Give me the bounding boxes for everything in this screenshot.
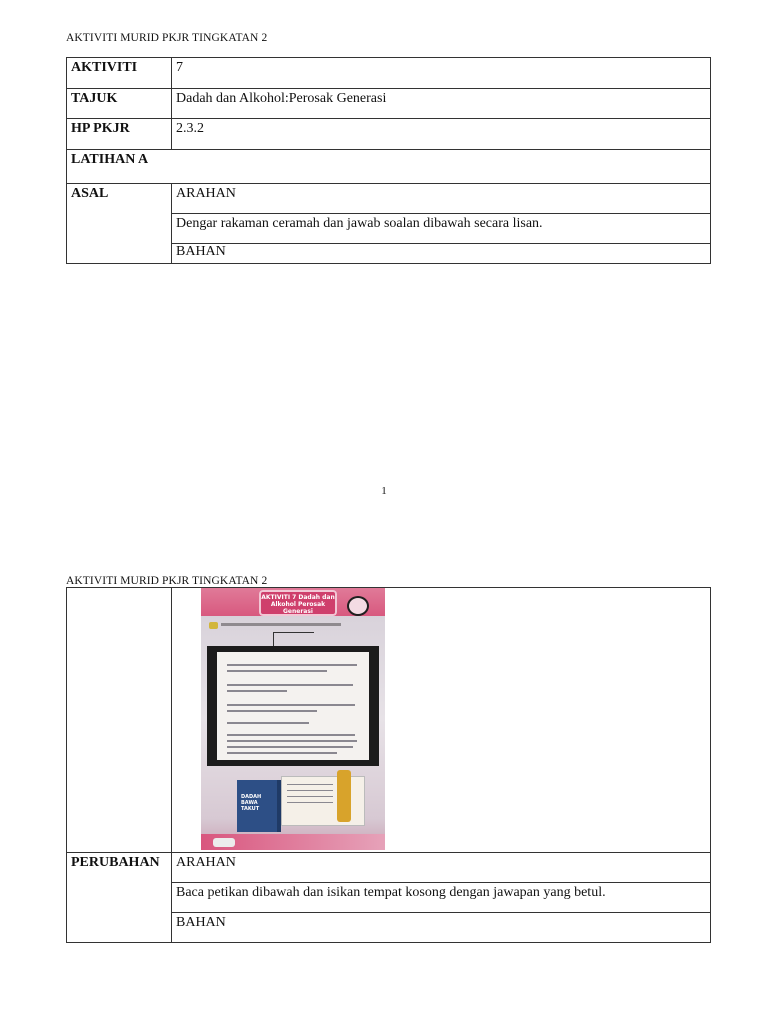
question-line [227,746,353,748]
asal-instruction: Dengar rakaman ceramah dan jawab soalan dibawah secara lisan. [172,214,711,244]
bottle-illustration [337,770,351,822]
page-header: AKTIVITI MURID PKJR TINGKATAN 2 [66,32,268,44]
question-line [227,704,355,706]
photo-cell [172,588,711,853]
photo-page-tab [213,838,235,847]
question-line [227,752,337,754]
note-line [287,802,333,803]
question-line [227,734,355,736]
asal-label: ASAL [67,184,172,264]
tajuk-label: TAJUK [67,89,172,119]
note-line [287,784,333,785]
perubahan-instruction: Baca petikan dibawah dan isikan tempat kosong dengan jawapan yang betul. [172,883,711,913]
page-header: AKTIVITI MURID PKJR TINGKATAN 2 [66,575,268,587]
question-line [227,740,357,742]
empty-label-cell [67,588,172,853]
activity-table-continued [66,587,711,943]
latihan-heading: LATIHAN A [67,150,711,184]
perubahan-arahan: ARAHAN [172,853,711,883]
note-line [287,796,333,797]
aktiviti-value: 7 [172,58,711,89]
asal-arahan: ARAHAN [172,184,711,214]
note-line [287,790,333,791]
question-sheet [217,652,369,760]
asal-bahan: BAHAN [172,244,711,264]
question-line [227,722,309,724]
perubahan-bahan: BAHAN [172,913,711,943]
question-line [227,684,353,686]
question-line [227,710,317,712]
hp-pkjr-label: HP PKJR [67,119,172,150]
activity-table [66,57,711,264]
question-line [227,664,357,666]
textbook-photo [201,588,385,850]
photo-instruction-line [221,623,341,626]
headphones-icon [347,596,369,616]
book-illustration: DADAH BAWA TAKUT [237,780,277,832]
hp-pkjr-value: 2.3.2 [172,119,711,150]
perubahan-label: PERUBAHAN [67,853,172,943]
aktiviti-label: AKTIVITI [67,58,172,89]
page-number: 1 [381,485,387,497]
speech-bubble-icon [209,622,218,629]
tajuk-value: Dadah dan Alkohol:Perosak Generasi [172,89,711,119]
question-line [227,690,287,692]
activity-badge: AKTIVITI 7 Dadah dan Alkohol Perosak Generasi [259,590,337,616]
question-line [227,670,327,672]
